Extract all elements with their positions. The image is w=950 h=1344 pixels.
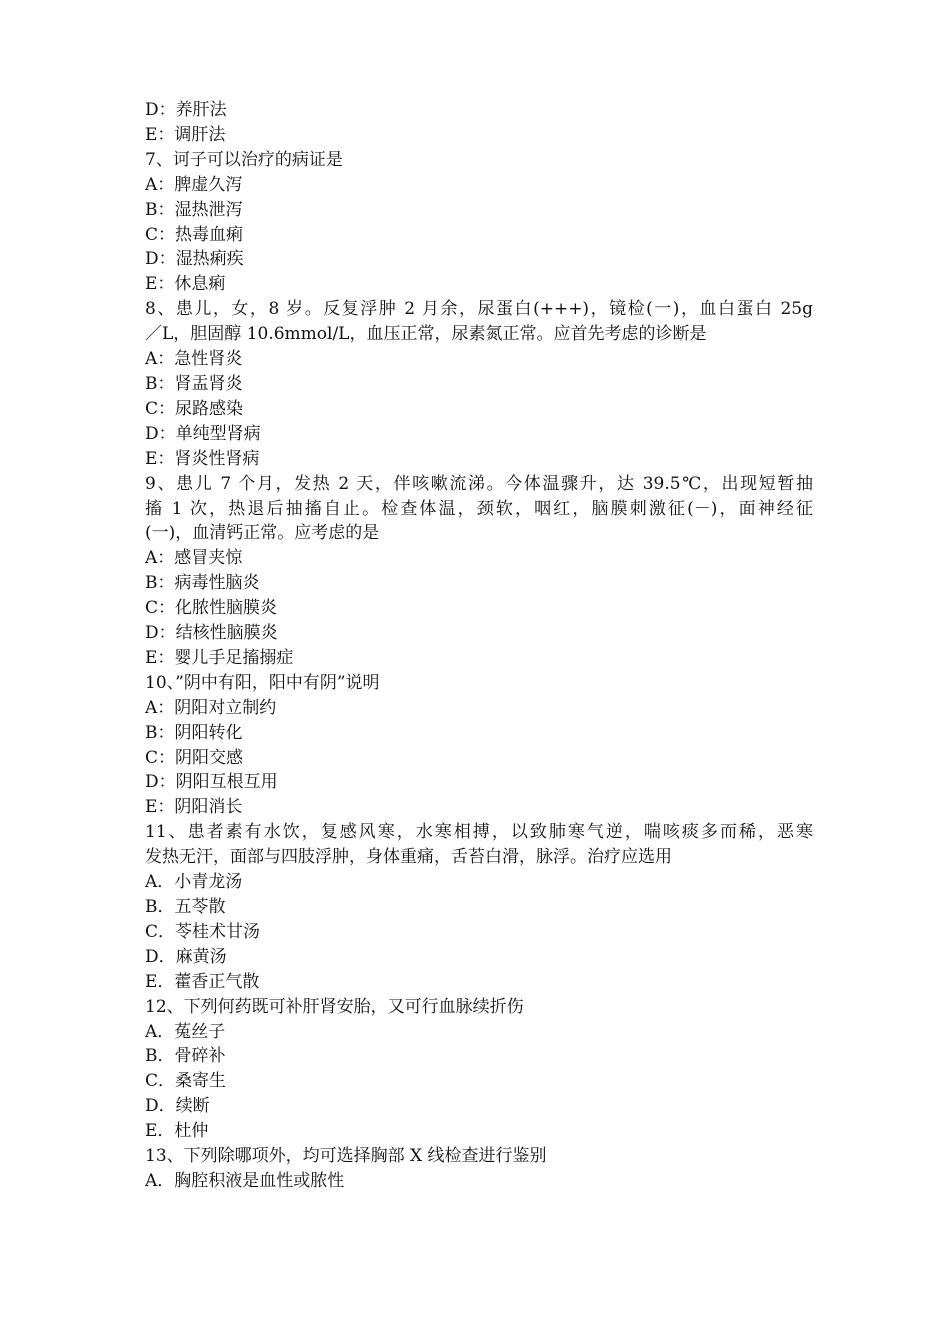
option-line: E：阴阳消长 xyxy=(145,797,243,818)
option-line: C：阴阳交感 xyxy=(145,747,244,768)
option-line: D：单纯型肾病 xyxy=(145,423,261,444)
question-line: 10、”阴中有阳，阳中有阴”说明 xyxy=(145,672,380,693)
option-line: A：脾虚久泻 xyxy=(145,174,243,195)
option-line: B：肾盂肾炎 xyxy=(145,373,243,394)
question-line: 12、下列何药既可补肝肾安胎，又可行血脉续折伤 xyxy=(145,996,524,1017)
question-line: 7、诃子可以治疗的病证是 xyxy=(145,149,343,170)
option-line: B：湿热泄泻 xyxy=(145,199,243,220)
option-line: C：化脓性脑膜炎 xyxy=(145,598,278,619)
option-line: B．骨碎补 xyxy=(145,1046,226,1067)
option-line: E．藿香正气散 xyxy=(145,971,260,992)
option-line: B：阴阳转化 xyxy=(145,722,243,743)
option-line: B：病毒性脑炎 xyxy=(145,573,260,594)
question-line: 发热无汗，面部与四肢浮肿，身体重痛，舌苔白滑，脉浮。治疗应选用 xyxy=(145,847,672,868)
option-line: A．小青龙汤 xyxy=(145,872,243,893)
option-line: E：婴儿手足搐搦症 xyxy=(145,647,294,668)
option-line: A．胸腔积液是血性或脓性 xyxy=(145,1170,345,1191)
document-body xyxy=(145,98,813,1194)
question-line: ／L，胆固醇 10.6mmol/L，血压正常，尿素氮正常。应首先考虑的诊断是 xyxy=(145,324,707,345)
option-line: E：休息痢 xyxy=(145,274,226,295)
question-line: (一)，血清钙正常。应考虑的是 xyxy=(145,523,380,544)
option-line: C：尿路感染 xyxy=(145,398,244,419)
option-line: C：热毒血痢 xyxy=(145,224,244,245)
option-line: B．五苓散 xyxy=(145,897,226,917)
question-line: 8、患儿，女，8 岁。反复浮肿 2 月余，尿蛋白(+++)，镜检(一)，血白蛋白 25g xyxy=(145,299,813,320)
option-line: E．杜仲 xyxy=(145,1121,209,1142)
question-line: 11、患者素有水饮，复感风寒，水寒相搏，以致肺寒气逆，喘咳痰多而稀，恶寒 xyxy=(145,822,813,843)
option-line: C．桑寄生 xyxy=(145,1071,227,1092)
option-line: D：结核性脑膜炎 xyxy=(145,623,278,644)
question-line: 13、下列除哪项外，均可选择胸部 X 线检查进行鉴别 xyxy=(145,1146,547,1167)
option-line: D．续断 xyxy=(145,1096,210,1117)
text-line: E：调肝法 xyxy=(145,124,226,145)
question-line: 9、患儿 7 个月，发热 2 天，伴咳嗽流涕。今体温骤升，达 39.5℃，出现短暂抽 xyxy=(145,473,813,494)
option-line: C．苓桂术甘汤 xyxy=(145,921,261,942)
option-line: A．菟丝子 xyxy=(145,1021,226,1042)
option-line: A：急性肾炎 xyxy=(145,349,243,370)
option-line: A：阴阳对立制约 xyxy=(145,697,277,718)
option-line: A：感冒夹惊 xyxy=(145,548,243,569)
option-line: D：阴阳互根互用 xyxy=(145,772,278,793)
option-line: D：湿热痢疾 xyxy=(145,249,244,270)
option-line: E：肾炎性肾病 xyxy=(145,448,260,469)
question-line: 搐 1 次，热退后抽搐自止。检查体温，颈软，咽红，脑膜刺激征(－)，面神经征 xyxy=(145,498,813,519)
text-line: D：养肝法 xyxy=(145,100,227,120)
option-line: D．麻黄汤 xyxy=(145,946,227,967)
